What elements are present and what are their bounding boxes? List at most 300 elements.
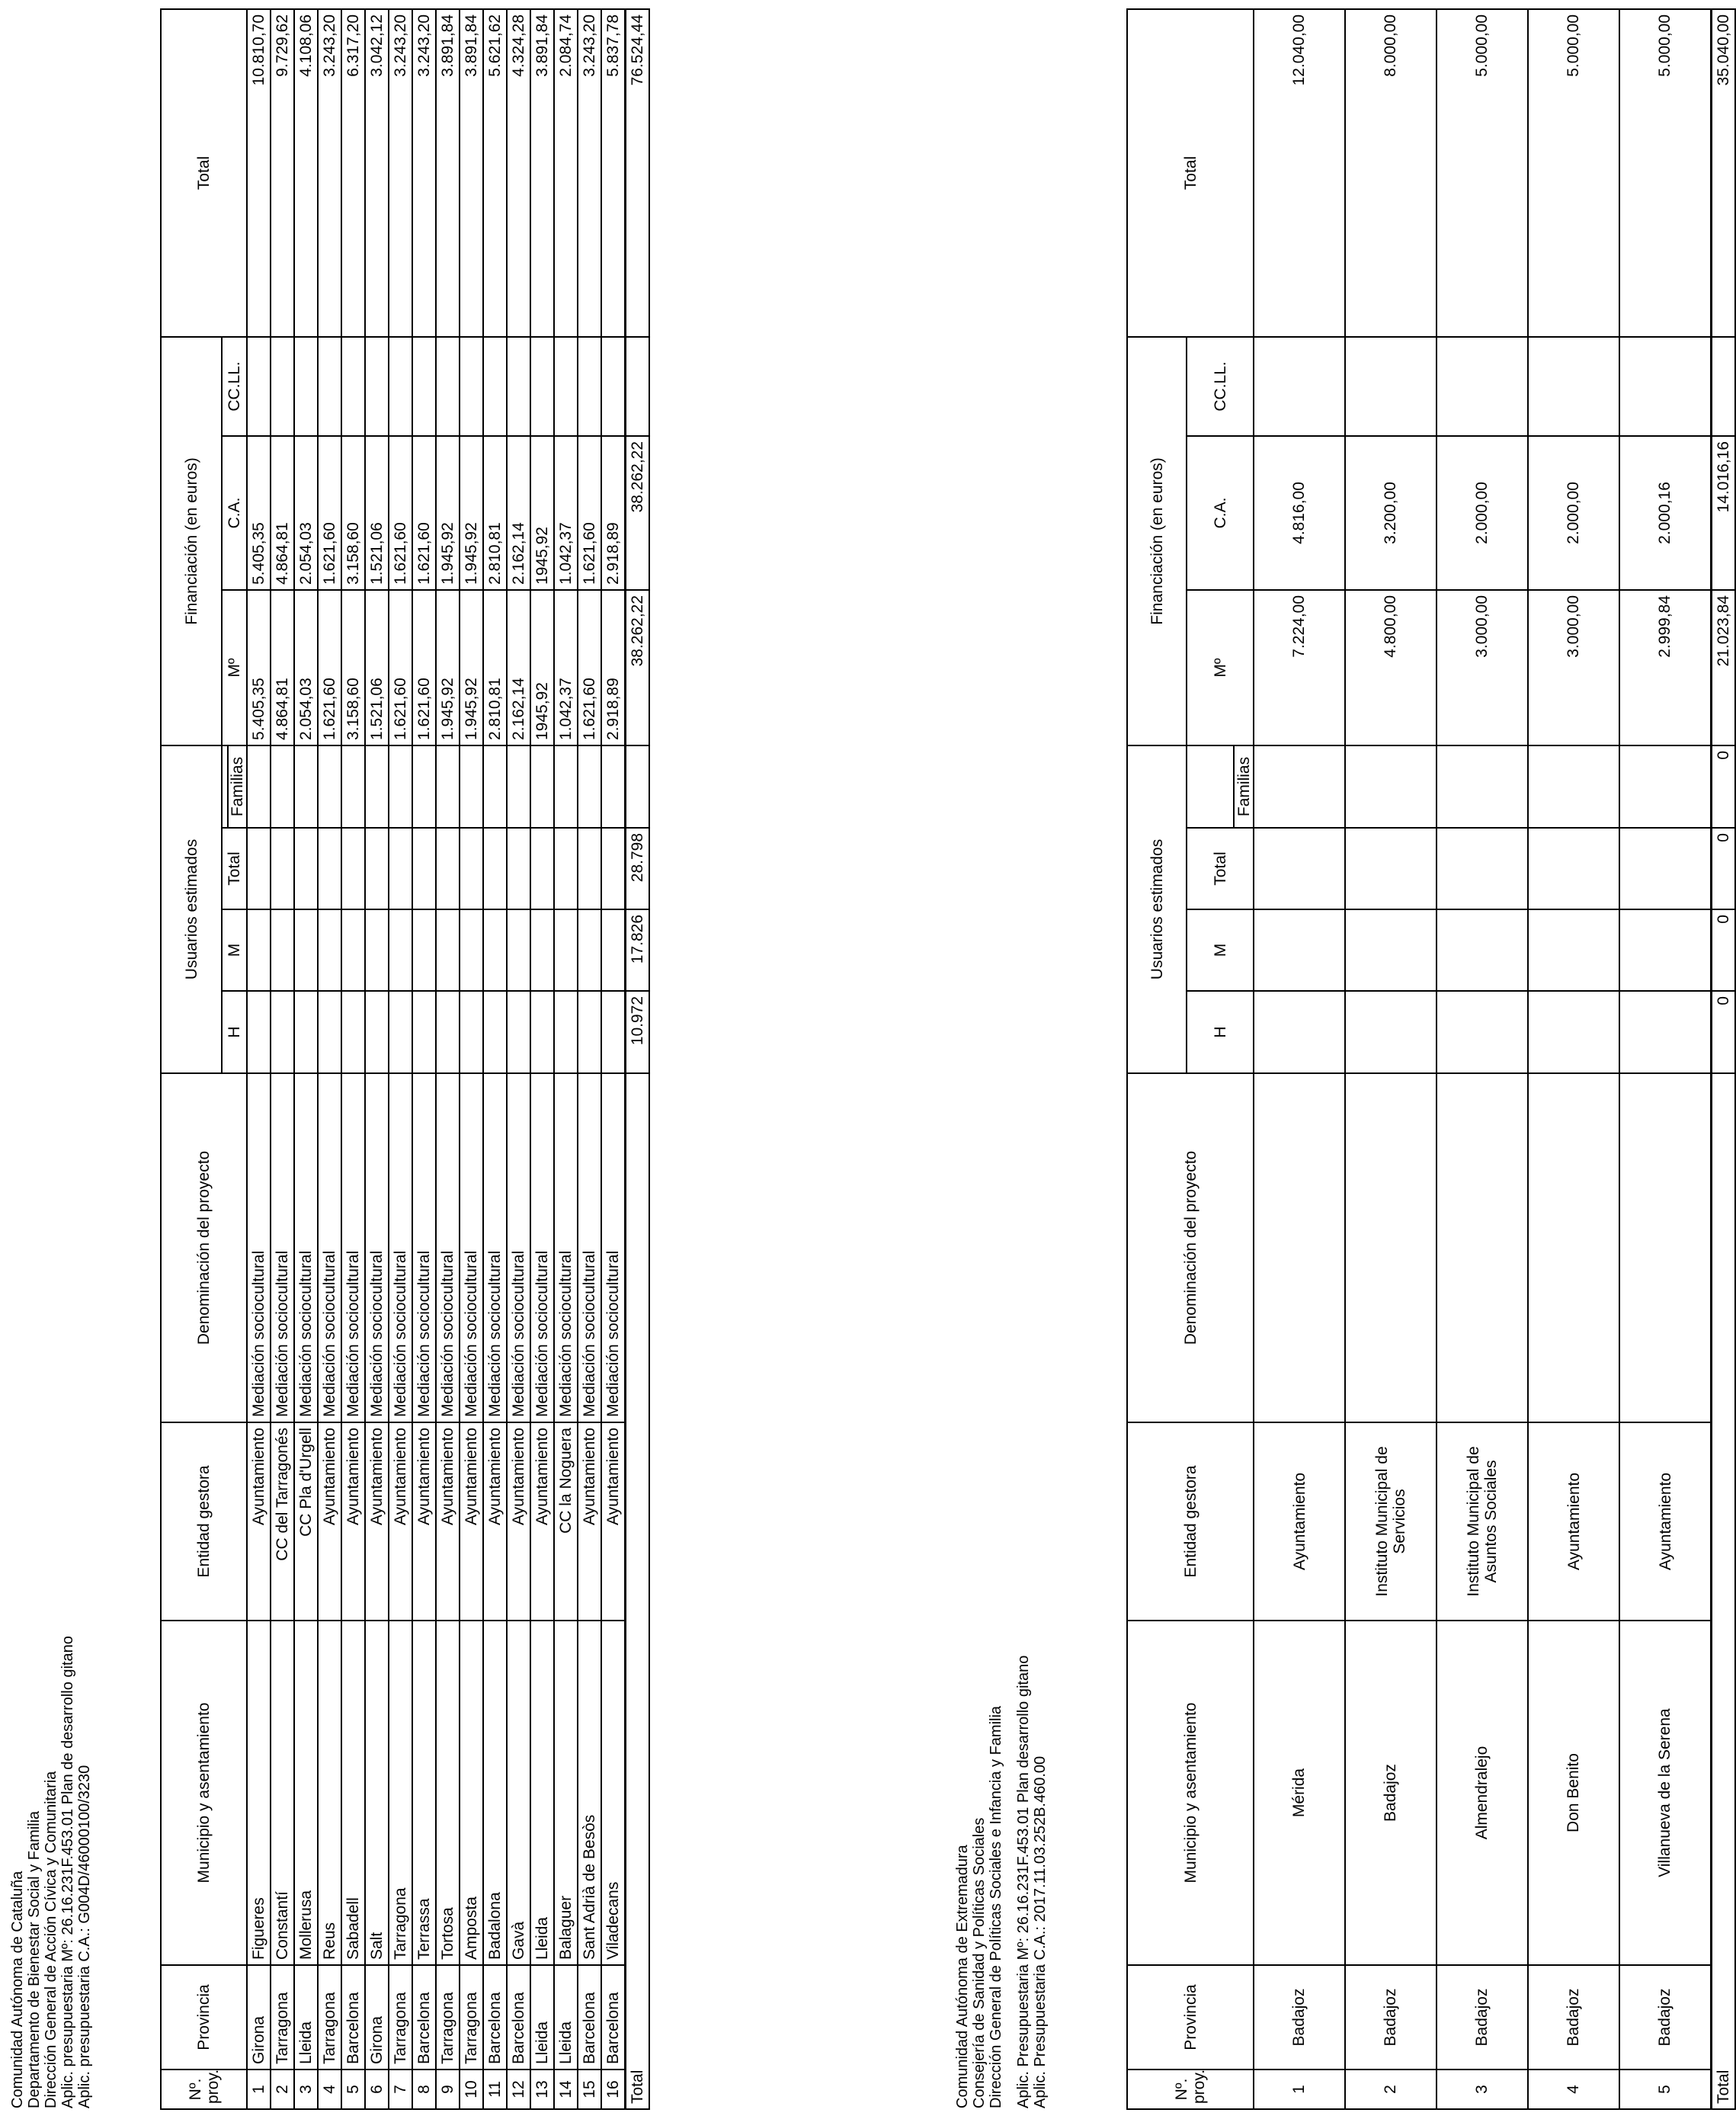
row-familias [460, 745, 483, 828]
table-row [436, 9, 460, 2109]
row-number: 1 [1254, 2070, 1345, 2109]
row-m [318, 909, 341, 991]
row-total: 3.243,20 [389, 9, 412, 337]
col-entidad: Entidad gestora [161, 1422, 247, 1621]
row-m [1254, 909, 1345, 991]
total-label: Total [1712, 1073, 1736, 2109]
row-total: 5.000,00 [1619, 9, 1712, 337]
row-municipio: Salt [365, 1621, 389, 1965]
row-m [507, 909, 530, 991]
total-ccll [1712, 337, 1736, 436]
row-familias [1528, 745, 1619, 828]
row-m [341, 909, 365, 991]
row-provincia: Badajoz [1528, 1965, 1619, 2070]
col-financiacion: Financiación (en euros) [1127, 337, 1187, 745]
col-mo: Mº [1187, 590, 1254, 745]
row-municipio: Tortosa [436, 1621, 460, 1965]
row-familias [341, 745, 365, 828]
row-ccll [1254, 337, 1345, 436]
row-m [389, 909, 412, 991]
row-provincia: Badajoz [1254, 1965, 1345, 2070]
table-row [247, 9, 271, 2109]
table-row [1528, 9, 1619, 2109]
total-total: 35.040,00 [1712, 9, 1736, 337]
col-h: H [1187, 991, 1254, 1073]
row-familias [1254, 745, 1345, 828]
row-ccll [578, 337, 601, 436]
row-denominacion [1619, 1073, 1712, 1422]
row-number: 5 [341, 2070, 365, 2109]
row-h [318, 991, 341, 1073]
row-municipio: Constantí [271, 1621, 294, 1965]
row-total: 5.000,00 [1528, 9, 1619, 337]
row-h [1619, 991, 1712, 1073]
row-municipio: Sabadell [341, 1621, 365, 1965]
row-familias [436, 745, 460, 828]
row-total-usuarios [1619, 828, 1712, 909]
row-h [247, 991, 271, 1073]
row-ccll [294, 337, 318, 436]
row-total: 4.108,06 [294, 9, 318, 337]
row-ca: 2.000,16 [1619, 436, 1712, 590]
row-provincia: Tarragona [389, 1965, 412, 2070]
total-total: 76.524,44 [626, 9, 650, 337]
row-total-usuarios [554, 828, 578, 909]
cataluna-header [9, 1636, 93, 2108]
row-mo: 4.864,81 [271, 590, 294, 745]
row-denominacion: Mediación sociocultural [460, 1073, 483, 1422]
col-denominacion: Denominación del proyecto [1127, 1073, 1254, 1422]
row-denominacion: Mediación sociocultural [365, 1073, 389, 1422]
row-provincia: Tarragona [271, 1965, 294, 2070]
row-municipio: Villanueva de la Serena [1619, 1621, 1712, 1965]
row-total: 3.891,84 [436, 9, 460, 337]
row-total-usuarios [530, 828, 554, 909]
col-denominacion: Denominación del proyecto [161, 1073, 247, 1422]
col-ccll: CC.LL. [222, 337, 247, 436]
row-total: 6.317,20 [341, 9, 365, 337]
row-number: 4 [318, 2070, 341, 2109]
cataluna-table [160, 8, 650, 2110]
row-number: 2 [271, 2070, 294, 2109]
row-municipio: Reus [318, 1621, 341, 1965]
row-number: 11 [483, 2070, 507, 2109]
row-number: 15 [578, 2070, 601, 2109]
row-number: 13 [530, 2070, 554, 2109]
row-total: 12.040,00 [1254, 9, 1345, 337]
col-total-usuarios: Total [222, 828, 247, 909]
row-ccll [389, 337, 412, 436]
row-provincia: Barcelona [341, 1965, 365, 2070]
row-ca: 2.810,81 [483, 436, 507, 590]
row-total: 10.810,70 [247, 9, 271, 337]
familias-spacer [222, 745, 228, 828]
row-entidad: Ayuntamiento [436, 1422, 460, 1621]
row-total-usuarios [1437, 828, 1528, 909]
row-h [578, 991, 601, 1073]
row-entidad: CC Pla d'Urgell [294, 1422, 318, 1621]
row-denominacion [1528, 1073, 1619, 1422]
row-m [365, 909, 389, 991]
table-row [601, 9, 626, 2109]
row-h [554, 991, 578, 1073]
row-entidad: Ayuntamiento [1619, 1422, 1712, 1621]
row-ca: 2.918,89 [601, 436, 626, 590]
row-mo: 1.621,60 [578, 590, 601, 745]
row-denominacion [1345, 1073, 1437, 1422]
row-m [554, 909, 578, 991]
row-ca: 1.621,60 [412, 436, 436, 590]
row-ccll [530, 337, 554, 436]
table-row [365, 9, 389, 2109]
row-familias [1619, 745, 1712, 828]
row-entidad: Ayuntamiento [341, 1422, 365, 1621]
row-total: 3.891,84 [460, 9, 483, 337]
row-h [271, 991, 294, 1073]
total-label: Total [626, 1073, 650, 2109]
row-ca: 1.945,92 [460, 436, 483, 590]
total-h: 0 [1712, 991, 1736, 1073]
row-total: 5.621,62 [483, 9, 507, 337]
row-total: 5.837,78 [601, 9, 626, 337]
row-total: 4.324,28 [507, 9, 530, 337]
cataluna-header-line: Aplic. presupuestaria Mº: 26.16.231F.453.01 Plan de desarrollo gitano [59, 1636, 76, 2108]
row-total-usuarios [578, 828, 601, 909]
row-entidad: Ayuntamiento [530, 1422, 554, 1621]
row-entidad: Ayuntamiento [483, 1422, 507, 1621]
row-h [341, 991, 365, 1073]
row-mo: 1.521,06 [365, 590, 389, 745]
row-h [460, 991, 483, 1073]
row-mo: 5.405,35 [247, 590, 271, 745]
row-familias [1437, 745, 1528, 828]
row-h [436, 991, 460, 1073]
row-entidad: Ayuntamiento [578, 1422, 601, 1621]
row-entidad: Ayuntamiento [389, 1422, 412, 1621]
table-row [483, 9, 507, 2109]
row-m [1437, 909, 1528, 991]
row-provincia: Barcelona [483, 1965, 507, 2070]
col-ca: C.A. [222, 436, 247, 590]
row-number: 3 [1437, 2070, 1528, 2109]
row-entidad: Instituto Municipal de Servicios [1345, 1422, 1437, 1621]
row-m [1528, 909, 1619, 991]
cataluna-header-line: Aplic. presupuestaria C.A.: G004D/46000100/3230 [76, 1765, 93, 2108]
row-ccll [554, 337, 578, 436]
row-total: 3.243,20 [318, 9, 341, 337]
row-m [247, 909, 271, 991]
row-ca: 4.864,81 [271, 436, 294, 590]
row-m [436, 909, 460, 991]
row-h [412, 991, 436, 1073]
total-h: 10.972 [626, 991, 650, 1073]
row-mo: 2.810,81 [483, 590, 507, 745]
extremadura-header [954, 1656, 1049, 2108]
row-provincia: Barcelona [507, 1965, 530, 2070]
cataluna-header-line: Comunidad Autónoma de Cataluña [9, 1871, 26, 2108]
row-entidad: CC la Noguera [554, 1422, 578, 1621]
row-total-usuarios [341, 828, 365, 909]
row-number: 12 [507, 2070, 530, 2109]
row-number: 8 [412, 2070, 436, 2109]
table-row [271, 9, 294, 2109]
row-provincia: Lleida [294, 1965, 318, 2070]
row-mo: 3.158,60 [341, 590, 365, 745]
row-number: 1 [247, 2070, 271, 2109]
row-mo: 2.054,03 [294, 590, 318, 745]
total-m: 17.826 [626, 909, 650, 991]
table-row [389, 9, 412, 2109]
row-ccll [1345, 337, 1437, 436]
row-denominacion: Mediación sociocultural [318, 1073, 341, 1422]
cataluna-totals-row [626, 9, 650, 2109]
col-ca: C.A. [1187, 436, 1254, 590]
row-municipio: Gavà [507, 1621, 530, 1965]
row-denominacion: Mediación sociocultural [483, 1073, 507, 1422]
row-mo: 3.000,00 [1437, 590, 1528, 745]
col-familias: Familias [1234, 745, 1254, 828]
row-entidad: Ayuntamiento [601, 1422, 626, 1621]
row-total-usuarios [271, 828, 294, 909]
row-municipio: Balaguer [554, 1621, 578, 1965]
row-mo: 2.918,89 [601, 590, 626, 745]
row-provincia: Lleida [554, 1965, 578, 2070]
row-denominacion: Mediación sociocultural [271, 1073, 294, 1422]
row-provincia: Girona [365, 1965, 389, 2070]
row-ccll [460, 337, 483, 436]
row-denominacion: Mediación sociocultural [507, 1073, 530, 1422]
total-familias: 0 [1712, 745, 1736, 828]
row-entidad: Ayuntamiento [1528, 1422, 1619, 1621]
row-familias [578, 745, 601, 828]
cataluna-header-line: Departamento de Bienestar Social y Familia [26, 1810, 43, 2108]
row-municipio: Sant Adrià de Besòs [578, 1621, 601, 1965]
row-ccll [365, 337, 389, 436]
row-total: 2.084,74 [554, 9, 578, 337]
row-total-usuarios [460, 828, 483, 909]
table-row [412, 9, 436, 2109]
row-denominacion [1437, 1073, 1528, 1422]
row-denominacion: Mediación sociocultural [554, 1073, 578, 1422]
row-municipio: Tarragona [389, 1621, 412, 1965]
extremadura-header-line: Consejería de Sanidad y Políticas Sociales [971, 1817, 988, 2108]
row-entidad: Ayuntamiento [318, 1422, 341, 1621]
row-m [578, 909, 601, 991]
row-ccll [1437, 337, 1528, 436]
row-ca: 5.405,35 [247, 436, 271, 590]
table-row [578, 9, 601, 2109]
row-total-usuarios [412, 828, 436, 909]
row-mo: 3.000,00 [1528, 590, 1619, 745]
row-provincia: Lleida [530, 1965, 554, 2070]
row-total-usuarios [365, 828, 389, 909]
table-row [1254, 9, 1345, 2109]
row-total-usuarios [389, 828, 412, 909]
col-municipio: Municipio y asentamiento [1127, 1621, 1254, 1965]
row-h [389, 991, 412, 1073]
row-ccll [341, 337, 365, 436]
row-municipio: Don Benito [1528, 1621, 1619, 1965]
row-entidad: Ayuntamiento [247, 1422, 271, 1621]
row-ccll [247, 337, 271, 436]
row-m [460, 909, 483, 991]
row-mo: 1.621,60 [318, 590, 341, 745]
total-usuarios: 28.798 [626, 828, 650, 909]
row-provincia: Girona [247, 1965, 271, 2070]
row-entidad: Ayuntamiento [365, 1422, 389, 1621]
row-familias [412, 745, 436, 828]
col-h: H [222, 991, 247, 1073]
row-ca: 1.945,92 [436, 436, 460, 590]
row-provincia: Tarragona [318, 1965, 341, 2070]
row-municipio: Amposta [460, 1621, 483, 1965]
row-familias [601, 745, 626, 828]
row-familias [294, 745, 318, 828]
extremadura-header-line: Comunidad Autónoma de Extremadura [954, 1845, 971, 2108]
row-number: 5 [1619, 2070, 1712, 2109]
col-municipio: Municipio y asentamiento [161, 1621, 247, 1965]
row-total-usuarios [1345, 828, 1437, 909]
col-financiacion: Financiación (en euros) [161, 337, 222, 745]
row-ca: 1.621,60 [389, 436, 412, 590]
col-mo: Mº [222, 590, 247, 745]
row-ccll [483, 337, 507, 436]
row-total: 3.243,20 [412, 9, 436, 337]
row-entidad: Instituto Municipal de Asuntos Sociales [1437, 1422, 1528, 1621]
col-familias: Familias [228, 745, 247, 828]
total-usuarios: 0 [1712, 828, 1736, 909]
row-mo: 1.621,60 [389, 590, 412, 745]
total-mo: 38.262,22 [626, 590, 650, 745]
row-ca: 2.000,00 [1528, 436, 1619, 590]
extremadura-rows [1254, 9, 1712, 2109]
header-gap [1004, 1656, 1015, 2108]
row-mo: 7.224,00 [1254, 590, 1345, 745]
row-h [1254, 991, 1345, 1073]
row-m [1619, 909, 1712, 991]
row-municipio: Badajoz [1345, 1621, 1437, 1965]
col-ccll: CC.LL. [1187, 337, 1254, 436]
row-h [1528, 991, 1619, 1073]
row-h [483, 991, 507, 1073]
row-ca: 1.621,60 [578, 436, 601, 590]
row-number: 16 [601, 2070, 626, 2109]
row-number: 14 [554, 2070, 578, 2109]
cataluna-header-line: Dirección General de Acción Cívica y Comunitaria [43, 1771, 59, 2108]
table-row [318, 9, 341, 2109]
row-total: 3.243,20 [578, 9, 601, 337]
row-total-usuarios [247, 828, 271, 909]
row-total: 3.891,84 [530, 9, 554, 337]
row-h [294, 991, 318, 1073]
row-h [1437, 991, 1528, 1073]
row-total: 9.729,62 [271, 9, 294, 337]
table-row [507, 9, 530, 2109]
row-provincia: Tarragona [460, 1965, 483, 2070]
row-ca: 1.042,37 [554, 436, 578, 590]
row-familias [507, 745, 530, 828]
table-row [1619, 9, 1712, 2109]
row-denominacion: Mediación sociocultural [530, 1073, 554, 1422]
row-denominacion [1254, 1073, 1345, 1422]
row-provincia: Barcelona [601, 1965, 626, 2070]
col-entidad: Entidad gestora [1127, 1422, 1254, 1621]
row-total: 3.042,12 [365, 9, 389, 337]
row-municipio: Terrassa [412, 1621, 436, 1965]
row-entidad: Ayuntamiento [507, 1422, 530, 1621]
row-familias [530, 745, 554, 828]
row-number: 10 [460, 2070, 483, 2109]
row-mo: 2.162,14 [507, 590, 530, 745]
row-m [483, 909, 507, 991]
row-ccll [436, 337, 460, 436]
table-row [460, 9, 483, 2109]
row-h [1345, 991, 1437, 1073]
row-m [601, 909, 626, 991]
row-total-usuarios [507, 828, 530, 909]
row-ccll [1528, 337, 1619, 436]
row-mo: 1.042,37 [554, 590, 578, 745]
row-denominacion: Mediación sociocultural [436, 1073, 460, 1422]
row-total-usuarios [1528, 828, 1619, 909]
row-familias [483, 745, 507, 828]
row-municipio: Mollerusa [294, 1621, 318, 1965]
row-denominacion: Mediación sociocultural [578, 1073, 601, 1422]
row-entidad: CC del Tarragonés [271, 1422, 294, 1621]
row-ccll [412, 337, 436, 436]
row-number: 3 [294, 2070, 318, 2109]
col-provincia: Provincia [1127, 1965, 1254, 2070]
row-number: 6 [365, 2070, 389, 2109]
row-familias [389, 745, 412, 828]
extremadura-totals-row [1712, 9, 1736, 2109]
col-num: Nº. proy. [1127, 2070, 1254, 2109]
row-ca: 2.162,14 [507, 436, 530, 590]
familias-spacer [1187, 745, 1234, 828]
row-mo: 1.945,92 [436, 590, 460, 745]
row-provincia: Tarragona [436, 1965, 460, 2070]
row-entidad: Ayuntamiento [460, 1422, 483, 1621]
row-municipio: Almendralejo [1437, 1621, 1528, 1965]
col-total-usuarios: Total [1187, 828, 1254, 909]
row-m [294, 909, 318, 991]
row-mo: 1.621,60 [412, 590, 436, 745]
row-h [507, 991, 530, 1073]
row-municipio: Viladecans [601, 1621, 626, 1965]
row-total-usuarios [483, 828, 507, 909]
col-num: Nº. proy. [161, 2070, 247, 2109]
row-ca: 2.000,00 [1437, 436, 1528, 590]
row-ccll [318, 337, 341, 436]
total-ccll [626, 337, 650, 436]
row-ca: 1.521,06 [365, 436, 389, 590]
table-row [294, 9, 318, 2109]
row-total: 5.000,00 [1437, 9, 1528, 337]
row-total-usuarios [601, 828, 626, 909]
row-provincia: Badajoz [1345, 1965, 1437, 2070]
extremadura-header-line: Aplic. Presupuestaria C.A.: 2017.11.03.252B.460.00 [1032, 1755, 1049, 2108]
row-ccll [601, 337, 626, 436]
col-total: Total [161, 9, 247, 337]
total-familias [626, 745, 650, 828]
row-total: 8.000,00 [1345, 9, 1437, 337]
row-denominacion: Mediación sociocultural [341, 1073, 365, 1422]
row-number: 7 [389, 2070, 412, 2109]
row-number: 9 [436, 2070, 460, 2109]
row-ccll [271, 337, 294, 436]
row-entidad: Ayuntamiento [412, 1422, 436, 1621]
table-row [1345, 9, 1437, 2109]
